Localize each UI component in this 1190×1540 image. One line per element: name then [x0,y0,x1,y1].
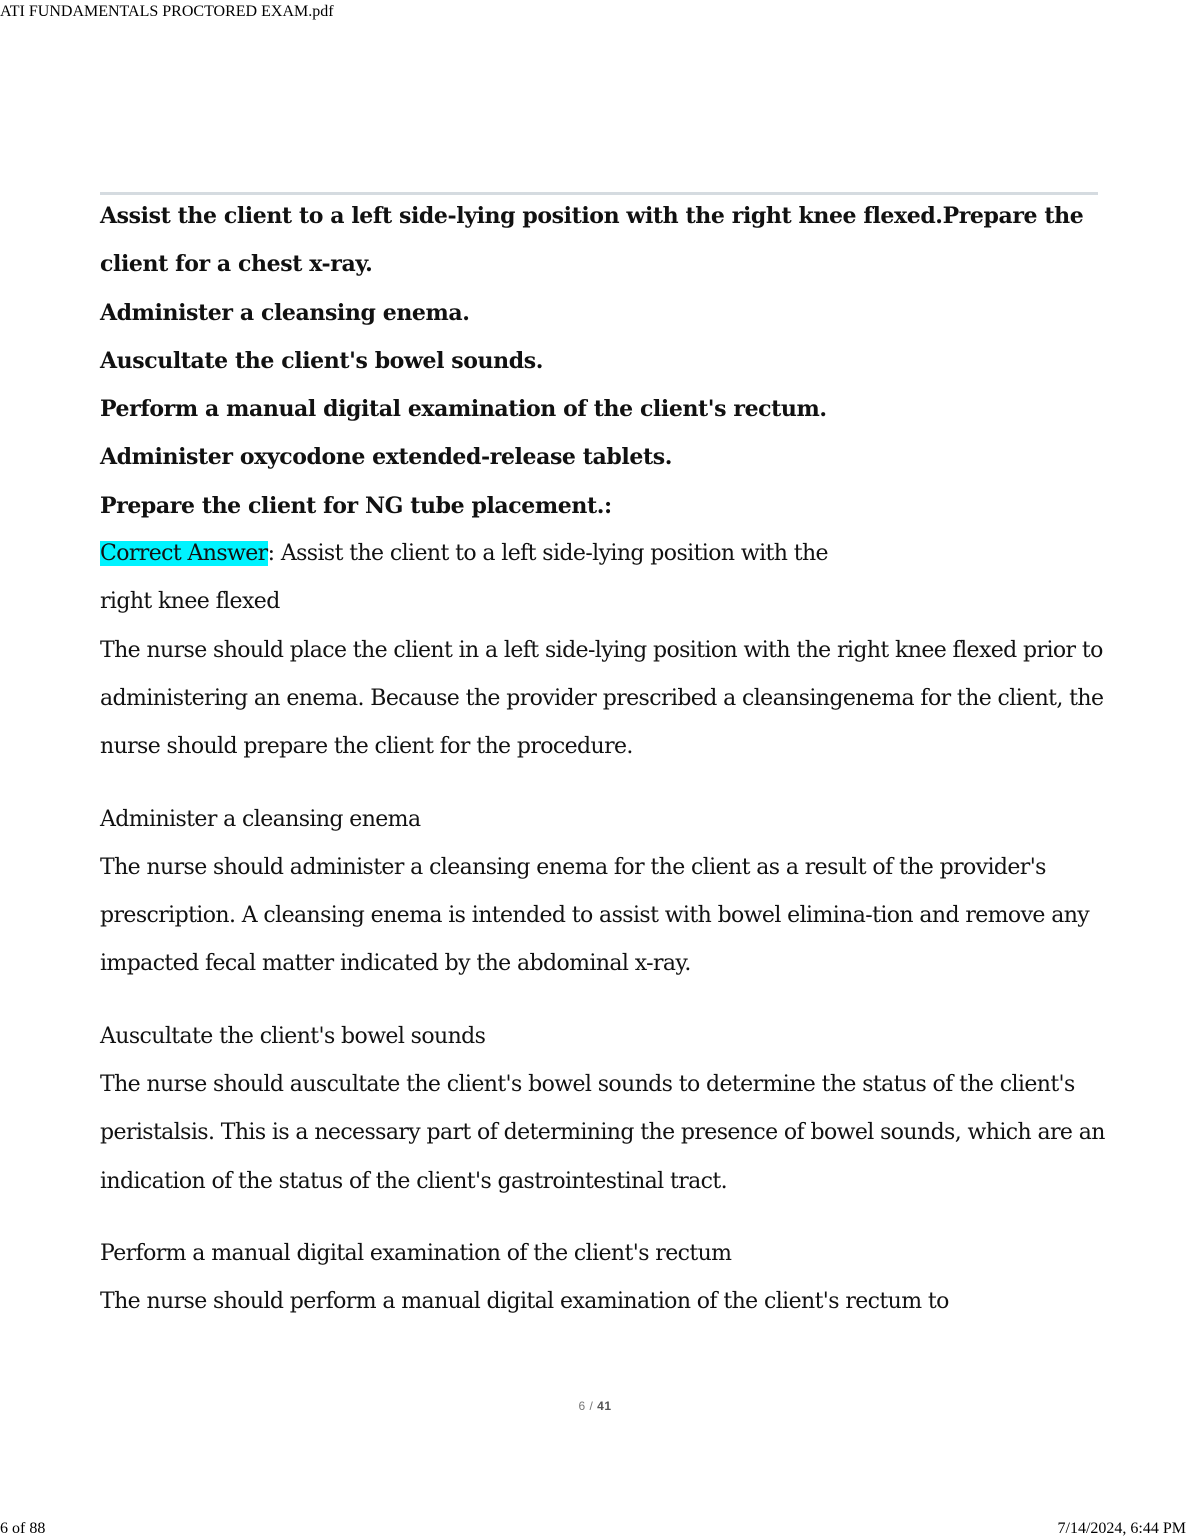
page-separator: / [585,1399,598,1413]
explanation-title: Perform a manual digital examination of the client's rectum [100,1240,732,1266]
correct-answer-line [100,530,1110,578]
print-header-title: ATI FUNDAMENTALS PROCTORED EXAM.pdf [0,3,334,20]
explanation-block [100,1230,1110,1327]
option-item: Administer a cleansing enema. [100,299,470,326]
explanation-block [100,1013,1110,1206]
explanation-block [100,796,1110,989]
explanation-title: Administer a cleansing enema [100,806,421,832]
page-indicator [0,1399,1190,1413]
document-content [100,192,1110,1327]
explanation-body: The nurse should administer a cleansing enema for the client as a result of the provider's prescription. A cleansing enema is intended to assist with bowel elimina-tion and remove any impacted fecal matter indicated by the abdominal x-ray. [100,854,1090,977]
explanation-title: Auscultate the client's bowel sounds [100,1023,486,1049]
option-item: Auscultate the client's bowel sounds. [100,347,543,374]
correct-answer-text: Assist the client to a left side-lying position with the [274,541,828,567]
explanation-body: The nurse should auscultate the client's bowel sounds to determine the status of the client's peristalsis. This is a necessary part of determining the presence of bowel sounds, which are an indication of the status of the client's gastrointestinal tract. [100,1072,1105,1194]
correct-answer-label: Correct Answer [100,541,268,567]
option-item: Perform a manual digital examination of the client's rectum. [100,396,827,423]
option-item: Administer oxycodone extended-release tablets. [100,444,672,471]
option-item: Prepare the client for NG tube placement.: [100,492,612,519]
page-current: 6 [578,1399,586,1413]
page-total: 41 [597,1399,612,1413]
explanation-body: The nurse should perform a manual digital examination of the client's rectum to [100,1289,949,1315]
question-options [100,192,1110,530]
answer-separator: : [267,541,275,567]
answer-rationale: The nurse should place the client in a left side-lying position with the right knee flexed prior to administering an enema. Because the provider prescribed a cleansingenema for the client, the nurse should prepare the client for the procedure. [100,637,1104,760]
correct-answer-text-cont: right knee flexed [100,589,280,615]
print-footer-page-count: 6 of 88 [0,1520,46,1537]
option-item: Assist the client to a left side-lying position with the right knee flexed.Prepare the client for a chest x-ray. [100,203,1084,278]
print-footer-timestamp: 7/14/2024, 6:44 PM [1057,1520,1186,1537]
